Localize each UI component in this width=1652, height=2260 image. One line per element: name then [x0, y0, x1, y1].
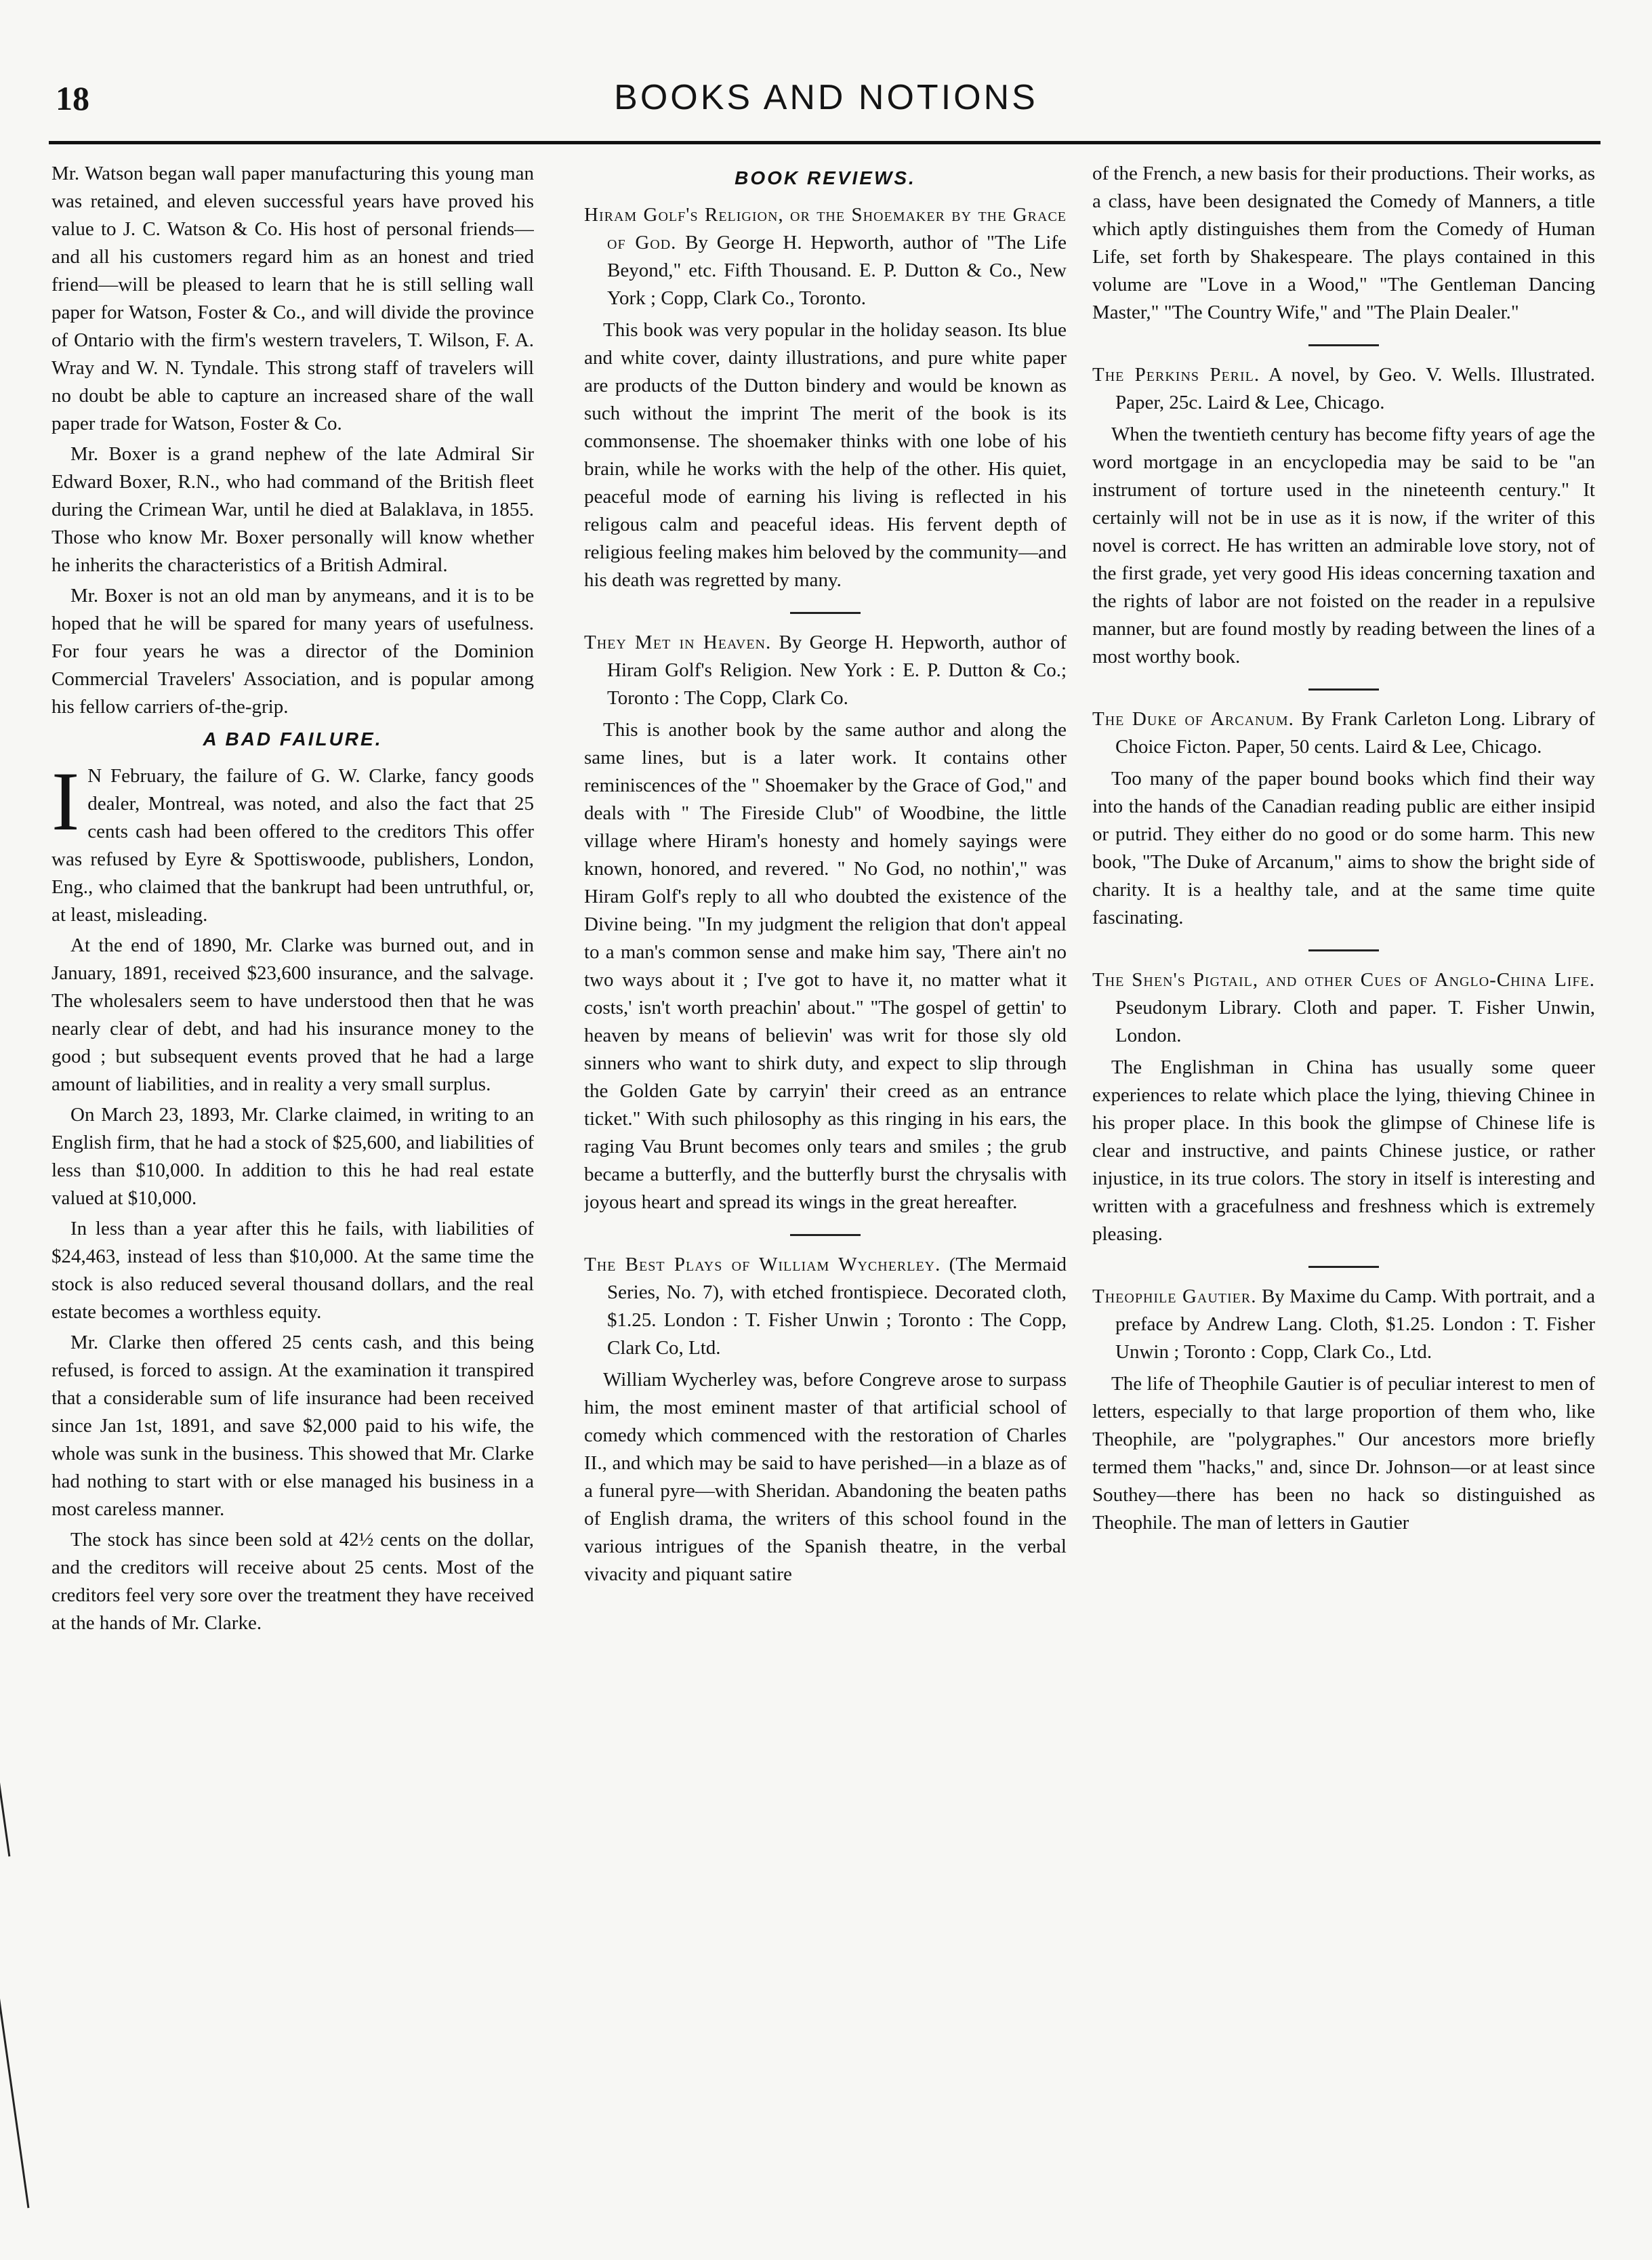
- header-rule: [49, 141, 1601, 144]
- review-heading: [584, 1251, 1067, 1362]
- review-body: This is another book by the same author and along the same lines, but is a later work. It contains other reminiscences of the " Shoemaker by the Grace of God," and deals with " The Fireside Club" of Woodbine, the little village where Hiram's honesty and homely sayings were known, honored, and revered. " No God, no nothin'," was Hiram Golf's reply to all who doubted the existence of the Divine being. "In my judgment the religion that don't appeal to a man's common sense and make him say, 'There ain't no two ways about it ; I've got to have it, no matter what it costs,' isn't worth preachin' about." "The gospel of gettin' to heaven by means of believin' was writ for those sly old sinners who want to shirk duty, and expect to slip through the Golden Gate by carryin' their creed as an entrance ticket." With such philosophy as this ringing in his ears, the raging Vau Brunt becomes only tears and smiles ; the grub became a butterfly, and the butterfly burst the chrysalis with joyous heart and spread its wings in the great hereafter.: [584, 719, 1067, 1213]
- paragraph: Mr. Boxer is a grand nephew of the late Admiral Sir Edward Boxer, R.N., who had command of the British fleet during the Crimean War, until he died at Balaklava, in 1855. Those who know Mr. Boxer personally will know whether he inherits the characteristics of a British Admiral.: [51, 443, 534, 576]
- book-title: The Perkins Peril.: [1092, 364, 1260, 386]
- divider: [1308, 1266, 1379, 1268]
- review-body: This book was very popular in the holiday season. Its blue and white cover, dainty illustrations, and pure white paper are products of the Dutton bindery and would be known as such without the imprint The merit of the book is its commonsense. The shoemaker thinks with one lobe of his brain, while he works with the help of the other. His quiet, peaceful mode of earning his living is reflected in his religous calm and peaceful ideas. His fervent depth of religious feeling makes him beloved by the community—and his death was regretted by many.: [584, 319, 1067, 591]
- book-details: By Frank Carleton Long. Library of Choice Ficton. Paper, 50 cents. Laird & Lee, Chicago.: [1115, 708, 1595, 758]
- book-title: Theophile Gautier.: [1092, 1286, 1257, 1307]
- column-right: [1092, 160, 1595, 2220]
- divider: [1308, 689, 1379, 691]
- paragraph: In less than a year after this he fails, with liabilities of $24,463, instead of less than $10,000. At the same time the stock is also reduced several thousand dollars, and the real estate becomes a worthless equity.: [51, 1218, 534, 1323]
- review-body: The Englishman in China has usually some queer experiences to relate which place the lying, thieving Chinee in his proper place. In this book the glimpse of Chinese life is clear and instructive, and paints Chinese justice, or rather injustice, in its true colors. The story in itself is interesting and written with a gracefulness and freshness which is extremely pleasing.: [1092, 1056, 1595, 1245]
- review-body: William Wycherley was, before Congreve arose to surpass him, the most eminent master of that artificial school of comedy which commenced with the restoration of Charles II., and which may be said to have perished—in a blaze as of a funeral pyre—with Sheridan. Abandoning the beaten paths of English drama, the writers of this school found in the various intrigues of the Spanish theatre, in the verbal vivacity and piquant satire: [584, 1369, 1067, 1585]
- review-heading: [1092, 1283, 1595, 1366]
- divider: [1308, 344, 1379, 346]
- divider: [790, 612, 861, 614]
- book-details: A novel, by Geo. V. Wells. Illustrated. Paper, 25c. Laird & Lee, Chicago.: [1115, 364, 1595, 413]
- book-details: By George H. Hepworth, author of "The Life Beyond," etc. Fifth Thousand. E. P. Dutton & Co., New York ; Copp, Clark Co., Toronto.: [607, 232, 1067, 309]
- margin-scratch: [0, 1775, 10, 1856]
- paragraph: At the end of 1890, Mr. Clarke was burned out, and in January, 1891, received $23,600 insurance, and the salvage. The wholesalers seem to have understood then that he was nearly clear of debt, and had his insurance money to the good ; but subsequent events proved that he had a large amount of liabilities, and in reality a very small surplus.: [51, 934, 534, 1095]
- review-heading: [584, 629, 1067, 712]
- paragraph: Mr. Watson began wall paper manufacturing this young man was retained, and eleven successful years have proved his value to J. C. Watson & Co. His host of personal friends—and all his customers regard him as an honest and tried friend—will be pleased to learn that he is still selling wall paper for Watson, Foster & Co., and will divide the province of Ontario with the firm's western travelers, T. Wilson, F. A. Wray and W. N. Tyndale. This strong staff of travelers will no doubt be able to capture an increased share of the wall paper trade for Watson, Foster & Co.: [51, 163, 534, 434]
- paragraph-text: N February, the failure of G. W. Clarke, fancy goods dealer, Montreal, was noted, and also the fact that 25 cents cash had been offered to the creditors This offer was refused by Eyre & Spottiswoode, publishers, London, Eng., who claimed that the bankrupt had been untruthful, or, at least, misleading.: [51, 765, 534, 926]
- review-body: The life of Theophile Gautier is of peculiar interest to men of letters, especially to that large proportion of them who, like Theophile, are "polygraphes." Our ancestors more briefly termed them "hacks," and, since Dr. Johnson—or at least since Southey—there has been no hack so distinguished as Theophile. The man of letters in Gautier: [1092, 1373, 1595, 1534]
- book-details: By Maxime du Camp. With portrait, and a preface by Andrew Lang. Cloth, $1.25. London : T. Fisher Unwin ; Toronto : Copp, Clark Co., Ltd.: [1115, 1286, 1595, 1363]
- book-title: The Best Plays of William Wycherley.: [584, 1254, 941, 1275]
- divider: [790, 1234, 861, 1236]
- paragraph: On March 23, 1893, Mr. Clarke claimed, in writing to an English firm, that he had a stock of $25,600, and liabilities of less than $10,000. In addition to this he had real estate valued at $10,000.: [51, 1104, 534, 1209]
- book-details: Pseudonym Library. Cloth and paper. T. Fisher Unwin, London.: [1115, 997, 1595, 1046]
- paragraph: Mr. Clarke then offered 25 cents cash, and this being refused, is forced to assign. At the examination it transpired that a considerable sum of life insurance had been received since Jan 1st, 1891, and save $2,000 paid to his wife, the whole was sunk in the business. This showed that Mr. Clarke had nothing to start with or else managed his business in a most careless manner.: [51, 1332, 534, 1520]
- review-heading: [1092, 966, 1595, 1050]
- review-heading: [1092, 361, 1595, 417]
- book-details: (The Mermaid Series, No. 7), with etched frontispiece. Decorated cloth, $1.25. London : T. Fisher Unwin ; Toronto : The Copp, Clark Co, Ltd.: [607, 1254, 1067, 1359]
- review-body: Too many of the paper bound books which find their way into the hands of the Canadian reading public are either insipid or putrid. They either do no good or do some harm. This new book, "The Duke of Arcanum," aims to show the bright side of charity. It is a healthy tale, and at the same time quite fascinating.: [1092, 768, 1595, 928]
- section-heading-bad-failure: A BAD FAILURE.: [203, 728, 383, 749]
- drop-cap: I: [51, 755, 80, 848]
- book-title: The Shen's Pigtail, and other Cues of Anglo-China Life.: [1092, 969, 1595, 991]
- margin-scratch: [0, 1953, 29, 2208]
- section-heading-book-reviews: BOOK REVIEWS.: [735, 167, 916, 188]
- paragraph: Mr. Boxer is not an old man by anymeans, and it is to be hoped that he will be spared for many years of usefulness. For four years he was a director of the Dominion Commercial Travelers' Association, and is popular among his fellow carriers of-the-grip.: [51, 585, 534, 718]
- page-number: 18: [56, 79, 89, 117]
- review-heading: [584, 201, 1067, 312]
- review-body: When the twentieth century has become fifty years of age the word mortgage in an encyclopedia may be said to be "an instrument of torture used in the nineteenth century." It certainly will not be in use as it is now, if the writer of this novel is correct. He has written an admirable love story, not of the first grade, yet very good His ideas concerning taxation and the rights of labor are not foisted on the reader in a repulsive manner, but are found mostly by reading between the lines of a most worthy book.: [1092, 424, 1595, 667]
- review-heading: [1092, 705, 1595, 761]
- book-title: They Met in Heaven.: [584, 632, 772, 653]
- book-title: The Duke of Arcanum.: [1092, 708, 1294, 730]
- divider: [1308, 949, 1379, 951]
- paragraph-continued: of the French, a new basis for their productions. Their works, as a class, have been designated the Comedy of Manners, a title which aptly distinguishes them from the Comedy of Human Life, set forth by Shakespeare. The plays contained in this volume are "Love in a Wood," "The Gentleman Dancing Master," "The Country Wife," and "The Plain Dealer.": [1092, 163, 1595, 323]
- paragraph-dropcap: [51, 755, 534, 929]
- book-details: By George H. Hepworth, author of Hiram Golf's Religion. New York : E. P. Dutton & Co.; Toronto : The Copp, Clark Co.: [607, 632, 1067, 709]
- book-title: Hiram Golf's Religion, or the Shoemaker by the Grace of God.: [584, 204, 1067, 253]
- paragraph: The stock has since been sold at 42½ cents on the dollar, and the creditors will receive about 25 cents. Most of the creditors feel very sore over the treatment they have received at the hands of Mr. Clarke.: [51, 1529, 534, 1634]
- column-left: [51, 160, 534, 2220]
- running-title: BOOKS AND NOTIONS: [614, 78, 1038, 117]
- column-middle: [584, 160, 1067, 2220]
